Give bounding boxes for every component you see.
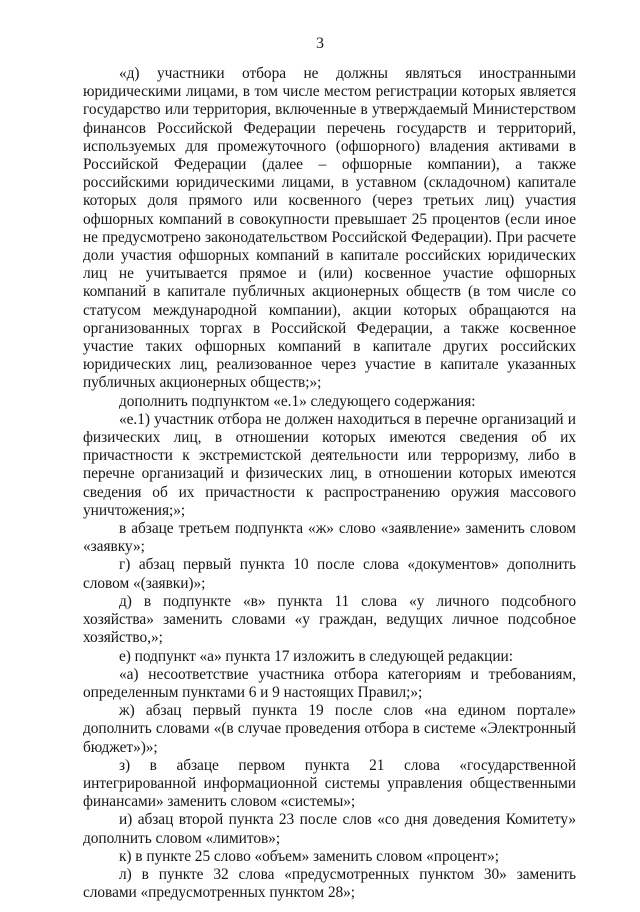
- paragraph-zh-replace: в абзаце третьем подпункта «ж» слово «заявление» заменить словом «заявку»;: [83, 520, 576, 556]
- paragraph-z: з) в абзаце первом пункта 21 слова «государственной интегрированной информационной системы управления общественными финансами» заменить словом «системы»;: [83, 756, 576, 811]
- paragraph-zh: ж) абзац первый пункта 19 после слов «на едином портале» дополнить словами «(в случае проведения отбора в системе «Электронный бюджет»)»;: [83, 702, 576, 756]
- paragraph-a-text: «а) несоответствие участника отбора категориям и требованиям, определенным пунктами 6 и 9 настоящих Правил;»;: [83, 665, 576, 701]
- paragraph-d: д) в подпункте «в» пункта 11 слова «у личного подсобного хозяйства» заменить словами «у граждан, ведущих личное подсобное хозяйство,»;: [83, 592, 576, 647]
- paragraph-e1-text: «е.1) участник отбора не должен находиться в перечне организаций и физических лиц, в отношении которых имеются сведения об их причастности к экстремистской деятельности или терроризму, либо в перечне организаций и физических лиц, в отношении которых имеются сведения об их причастности к распространению оружия массового уничтожения;»;: [83, 410, 576, 519]
- paragraph-g: г) абзац первый пункта 10 после слова «документов» дополнить словом «(заявки)»;: [83, 556, 576, 592]
- document-body: [83, 65, 576, 902]
- paragraph-k: к) в пункте 25 слово «объем» заменить словом «процент»;: [119, 847, 499, 865]
- paragraph-d-offshore: «д) участники отбора не должны являться иностранными юридическими лицами, в том числе местом регистрации которых является государство или территория, включенные в утверждаемый Министерством финансов Российской Федерации перечень государств и территорий, используемых для промежуточного (офшорного) владения активами в Российской Федерации (далее – офшорные компании), а также российскими юридическими лицами, в уставном (складочном) капитале которых доля прямого или косвенного (через третьих лиц) участия офшорных компаний в совокупности превышает 25 процентов (если иное не предусмотрено законодательством Российской Федерации). При расчете доли участия офшорных компаний в капитале российских юридических лиц не учитывается прямое и (или) косвенное участие офшорных компаний в капитале публичных акционерных обществ (в том числе со статусом международной компании), акции которых обращаются на организованных торгах в Российской Федерации, а также косвенное участие таких офшорных компаний в капитале других российских юридических лиц, реализованное через участие в капитале указанных публичных акционерных обществ;»;: [83, 65, 576, 392]
- paragraph-i: и) абзац второй пункта 23 после слов «со дня доведения Комитету» дополнить словом «лимитов»;: [83, 811, 576, 847]
- paragraph-e: е) подпункт «а» пункта 17 изложить в следующей редакции:: [119, 647, 513, 665]
- paragraph-add-e1: дополнить подпунктом «е.1» следующего содержания:: [119, 392, 476, 410]
- page-number: 3: [316, 35, 324, 52]
- paragraph-l: л) в пункте 32 слова «предусмотренных пунктом 30» заменить словами «предусмотренных пунктом 28»;: [83, 865, 576, 902]
